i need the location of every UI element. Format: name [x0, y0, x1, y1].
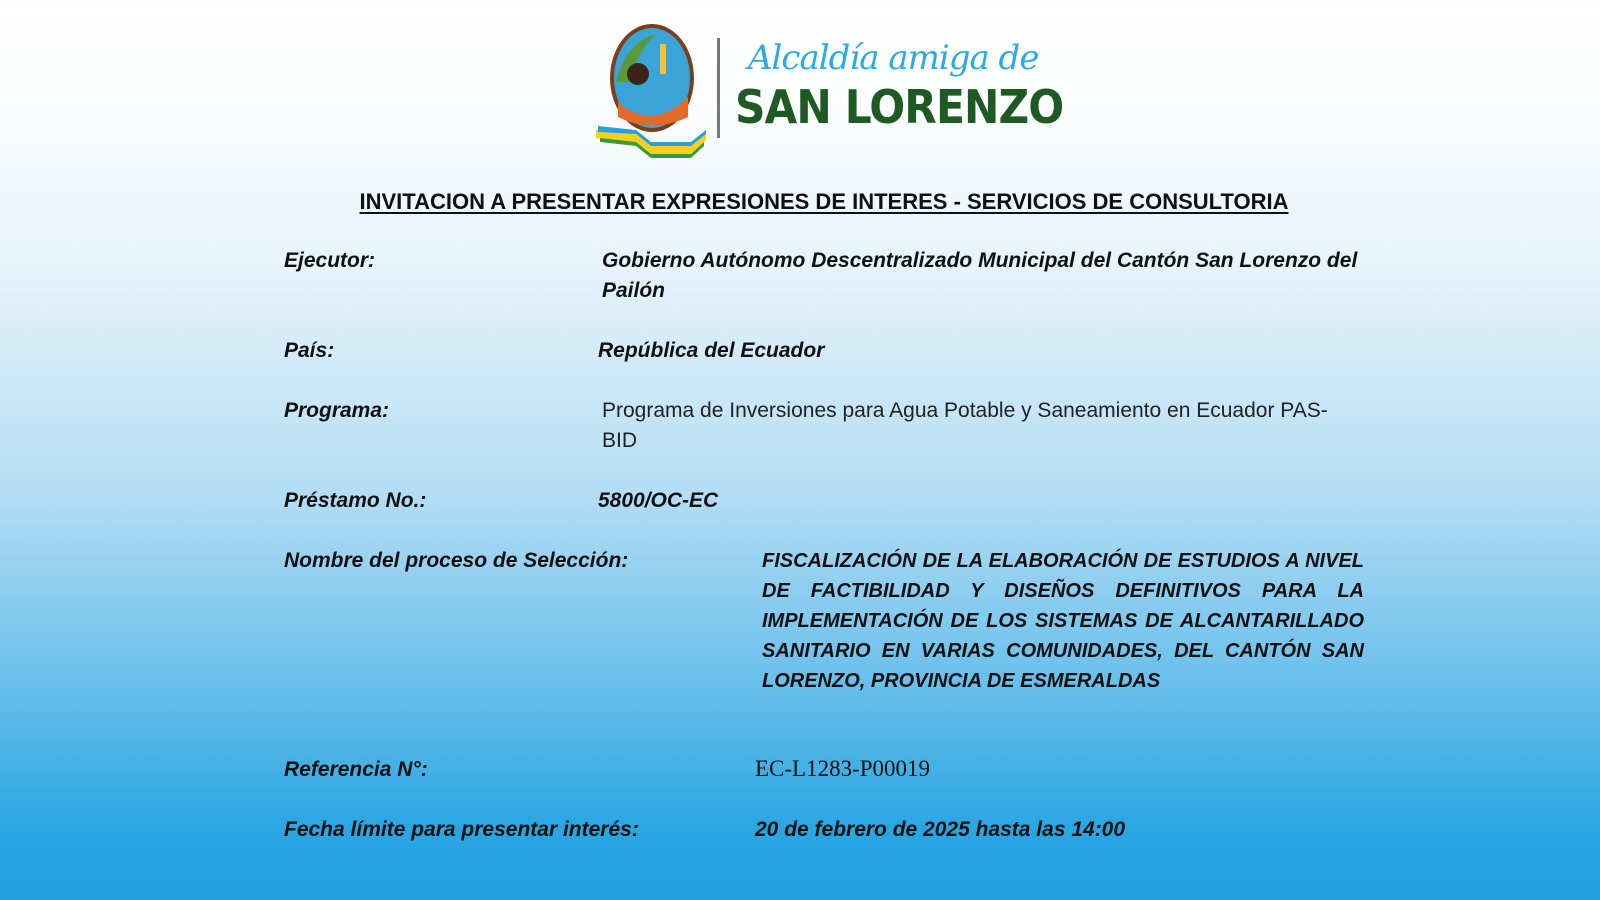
field-value-referencia: EC-L1283-P00019	[755, 756, 931, 781]
logo-brand-name: SAN LORENZO	[735, 80, 1064, 134]
field-value-proceso: FISCALIZACIÓN DE LA ELABORACIÓN DE ESTUDIOS A NIVEL DE FACTIBILIDAD Y DISEÑOS DEFINITIVOS PARA LA IMPLEMENTACIÓN DE LOS SISTEMAS DE ALCANTARILLADO SANITARIO EN VARIAS COMUNIDADES, DEL CANTÓN SAN LORENZO, PROVINCIA DE ESMERALDAS	[762, 550, 1364, 692]
field-label-referencia: Referencia N°:	[284, 758, 428, 781]
field-value-fecha-limite: 20 de febrero de 2025 hasta las 14:00	[755, 818, 1126, 841]
field-label-pais: País:	[284, 339, 335, 362]
document-title: INVITACION A PRESENTAR EXPRESIONES DE INTERES - SERVICIOS DE CONSULTORIA	[359, 189, 1289, 214]
logo-divider	[717, 38, 720, 138]
field-label-ejecutor: Ejecutor:	[284, 249, 376, 272]
logo-tagline: Alcaldía amiga de	[748, 38, 1039, 78]
field-value-ejecutor: Gobierno Autónomo Descentralizado Municipal del Cantón San Lorenzo del Pailón	[602, 249, 1358, 302]
field-label-prestamo: Préstamo No.:	[284, 489, 427, 512]
field-label-proceso: Nombre del proceso de Selección:	[284, 549, 629, 572]
field-label-programa: Programa:	[284, 399, 390, 422]
field-value-pais: República del Ecuador	[598, 339, 825, 362]
field-value-programa: Programa de Inversiones para Agua Potable y Saneamiento en Ecuador PAS-BID	[602, 399, 1328, 452]
field-value-prestamo: 5800/OC-EC	[598, 489, 719, 512]
field-label-fecha-limite: Fecha límite para presentar interés:	[284, 818, 639, 841]
